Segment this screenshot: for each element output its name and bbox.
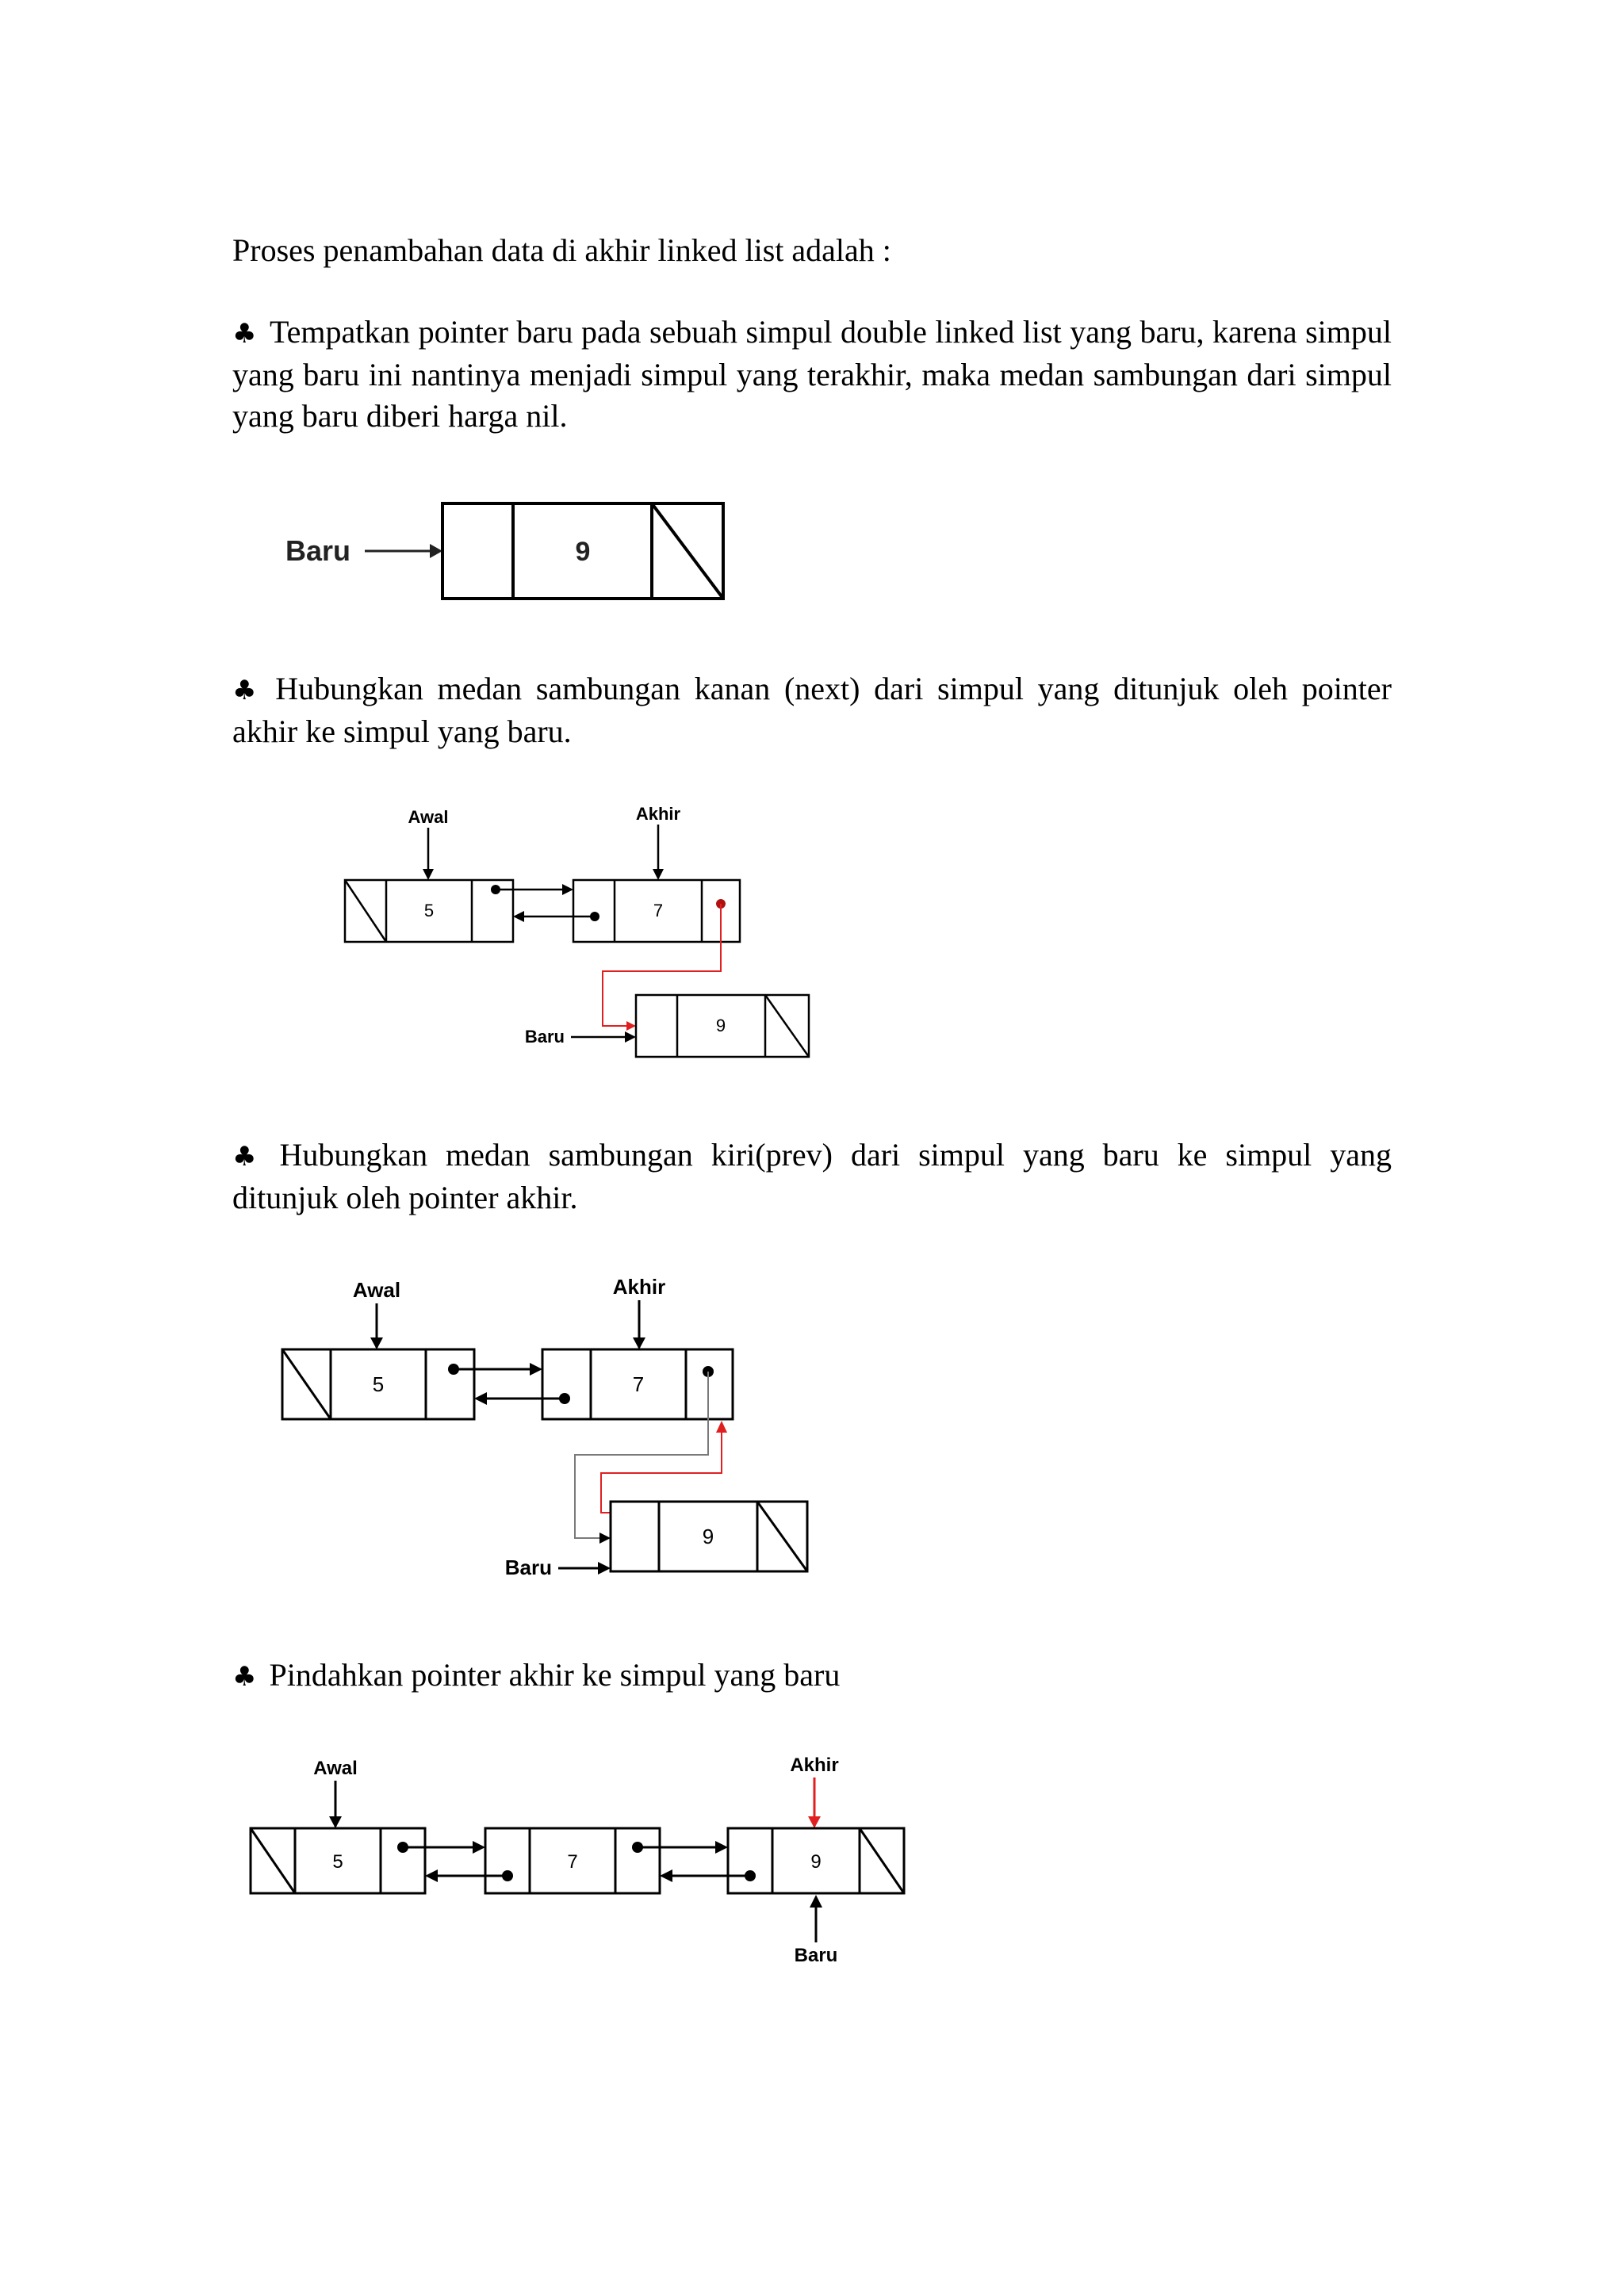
step-4-body: Pindahkan pointer akhir ke simpul yang baru: [269, 1657, 841, 1693]
akhir-label: Akhir: [790, 1755, 839, 1776]
baru-label: Baru: [794, 1945, 838, 1966]
figure-link-next: [341, 801, 817, 1062]
akhir-label: Akhir: [635, 804, 681, 824]
arrowhead-icon: [329, 1816, 342, 1828]
arrowhead-icon: [513, 911, 524, 922]
arrowhead-icon: [562, 884, 573, 895]
akhir-label: Akhir: [612, 1275, 666, 1299]
arrowhead-icon: [425, 1869, 438, 1882]
link-next-diagram: [341, 801, 817, 1062]
club-bullet-icon: ♣: [232, 1141, 267, 1173]
step-1-body: Tempatkan pointer baru pada sebuah simpul double linked list yang baru, karena simpul yang baru ini nantinya menjadi simpul yang terakhir, maka medan sambungan dari simpul yang baru diberi harga nil.: [232, 314, 1392, 434]
node-value: 7: [567, 1851, 578, 1873]
step-2-text: [232, 668, 1392, 752]
node-value: 9: [575, 537, 591, 567]
club-bullet-icon: ♣: [232, 318, 257, 350]
club-bullet-icon: ♣: [232, 1661, 257, 1693]
figure-link-prev: [278, 1269, 817, 1586]
figure-new-node: [282, 496, 733, 603]
club-bullet-icon: ♣: [232, 675, 263, 706]
awal-label: Awal: [408, 807, 449, 827]
node-value: 7: [653, 901, 664, 920]
step-1-text: [232, 312, 1392, 437]
arrowhead-icon: [423, 869, 434, 880]
baru-label: Baru: [504, 1556, 552, 1579]
awal-label: Awal: [313, 1758, 358, 1779]
arrowhead-icon: [599, 1533, 611, 1544]
arrowhead-icon: [810, 1895, 822, 1908]
arrowhead-icon: [808, 1816, 821, 1828]
step-3-body: Hubungkan medan sambungan kiri(prev) dari simpul yang baru ke simpul yang ditunjuk oleh pointer akhir.: [232, 1137, 1392, 1215]
node-value: 5: [423, 901, 435, 920]
new-node-diagram: [282, 496, 733, 603]
step-3-text: [232, 1135, 1392, 1219]
step-2-body: Hubungkan medan sambungan kanan (next) dari simpul yang ditunjuk oleh pointer akhir ke simpul yang baru.: [232, 671, 1392, 749]
arrowhead-icon: [474, 1392, 487, 1405]
move-akhir-diagram: [247, 1752, 914, 1974]
arrowhead-icon: [473, 1841, 485, 1854]
arrowhead-icon: [625, 1031, 636, 1043]
link-prev-diagram: [278, 1269, 817, 1586]
node-value: 5: [332, 1851, 343, 1873]
awal-label: Awal: [352, 1278, 401, 1302]
arrowhead-icon: [370, 1337, 383, 1349]
baru-label: Baru: [285, 534, 351, 567]
arrowhead-icon: [633, 1337, 645, 1349]
node-value: 9: [715, 1016, 726, 1035]
step-4-text: [232, 1655, 1392, 1697]
arrowhead-icon: [715, 1841, 728, 1854]
baru-label: Baru: [524, 1027, 565, 1047]
intro-text: Proses penambahan data di akhir linked list adalah :: [232, 232, 891, 268]
arrowhead-icon: [653, 869, 664, 880]
arrowhead-icon: [660, 1869, 672, 1882]
node-value: 9: [810, 1851, 822, 1873]
arrowhead-icon: [530, 1363, 542, 1376]
arrowhead-icon: [716, 1421, 727, 1433]
node-value: 9: [702, 1525, 714, 1548]
arrowhead-icon: [626, 1021, 636, 1031]
node-value: 5: [372, 1372, 385, 1396]
node-value: 7: [632, 1372, 645, 1396]
figure-move-akhir: [247, 1752, 914, 1974]
arrowhead-icon: [598, 1562, 611, 1575]
arrowhead-icon: [430, 544, 442, 558]
